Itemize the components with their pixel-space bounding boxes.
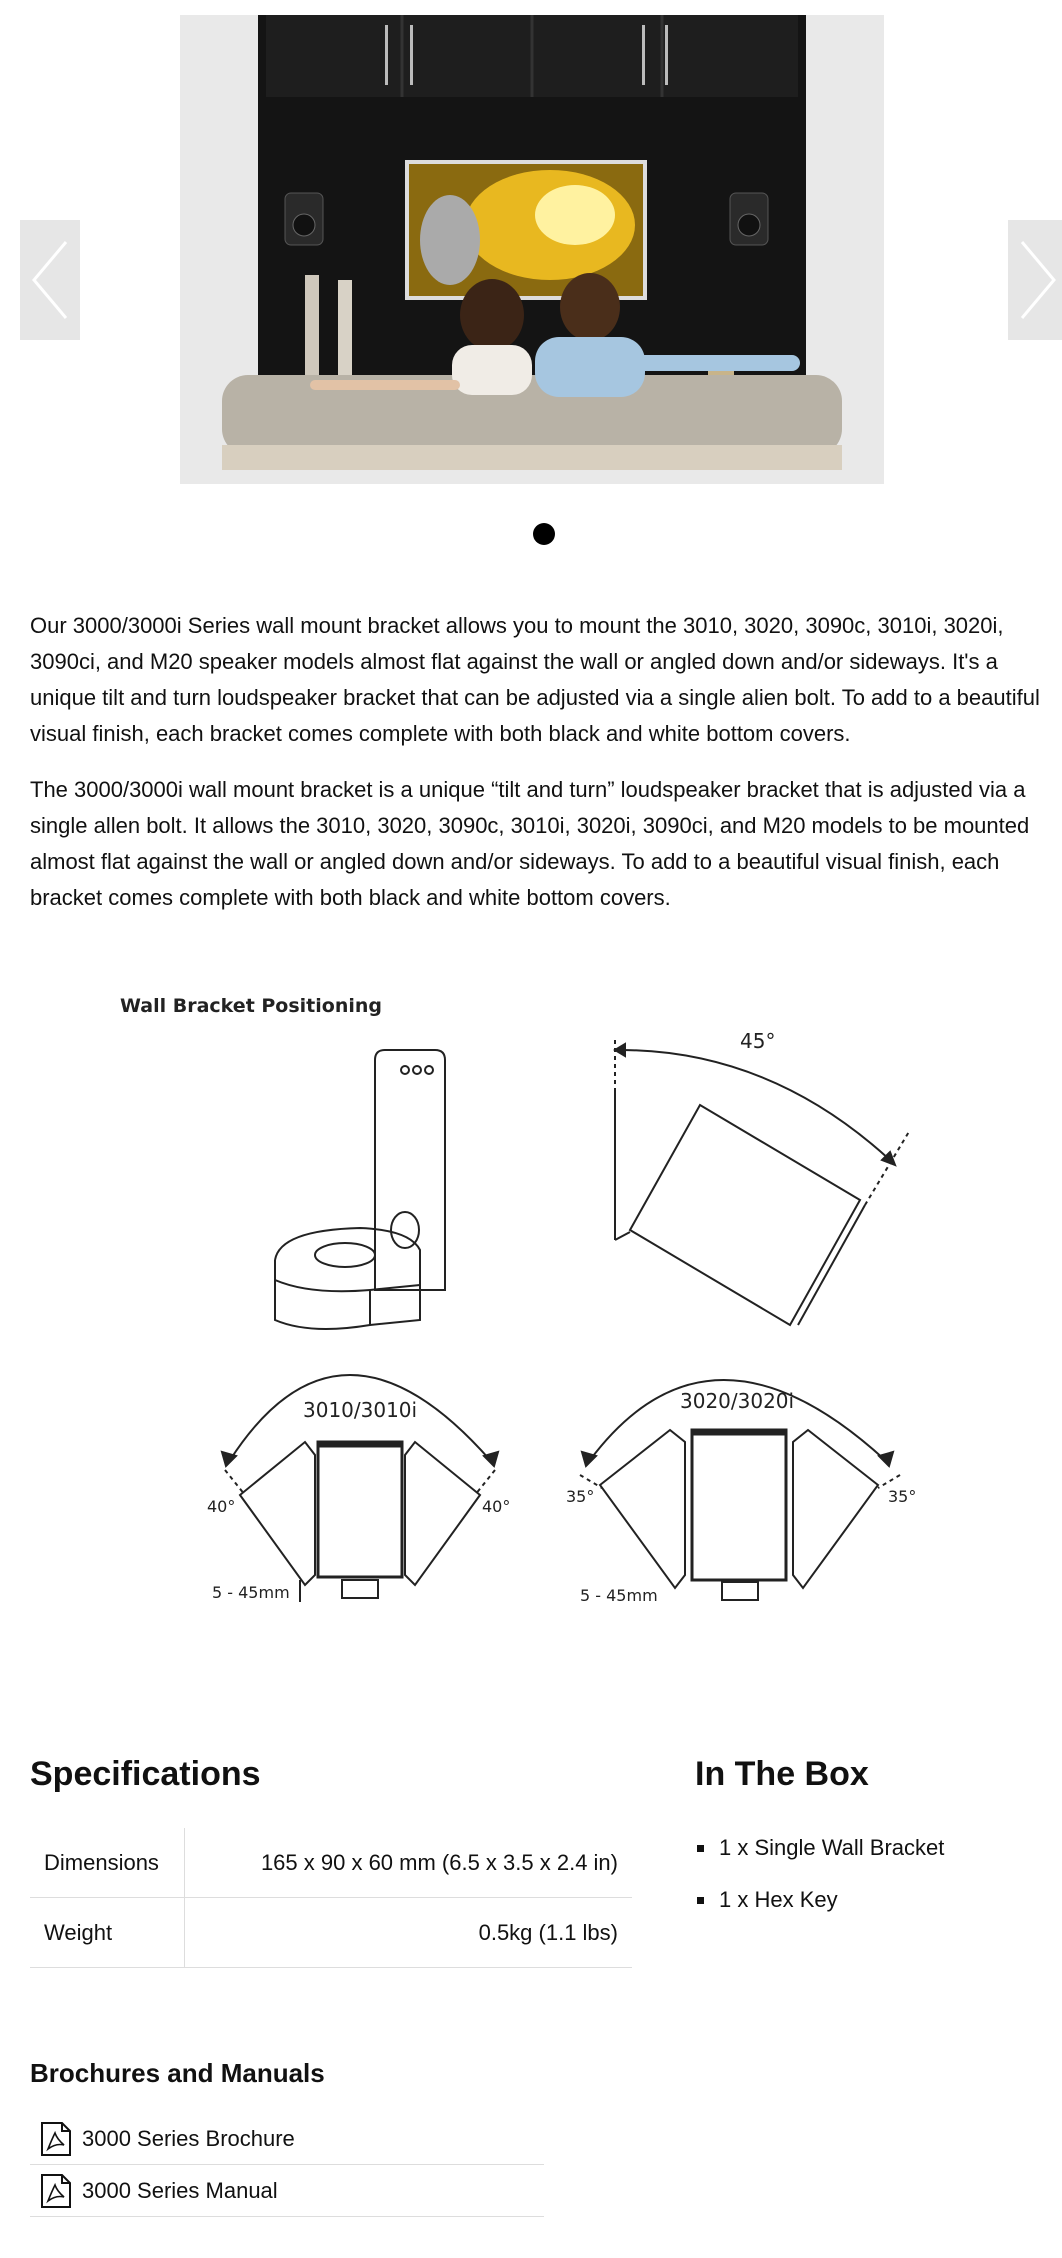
spec-value-dimensions: 165 x 90 x 60 mm (6.5 x 3.5 x 2.4 in) (185, 1828, 633, 1898)
manual-link-manual[interactable] (30, 2165, 544, 2217)
carousel-slide-home-theater-photo (180, 15, 884, 484)
brochures-manuals-heading: Brochures and Manuals (30, 2058, 325, 2088)
chevron-right-icon (1018, 238, 1058, 322)
manuals-list (30, 2113, 544, 2217)
carousel-next-button[interactable] (1008, 220, 1062, 340)
table-row (30, 1898, 632, 1968)
swivel-diagram-3020 (580, 1380, 900, 1600)
image-carousel (0, 0, 1062, 560)
table-row (30, 1828, 632, 1898)
spec-value-weight: 0.5kg (1.1 lbs) (185, 1898, 633, 1968)
in-the-box-heading: In The Box (695, 1755, 869, 1793)
spec-label-dimensions: Dimensions (30, 1828, 185, 1898)
angle-label-right-b: 35° (888, 1487, 917, 1506)
bracket-sketch (275, 1050, 445, 1329)
specifications-heading: Specifications (30, 1755, 261, 1793)
chevron-left-icon (30, 238, 70, 322)
carousel-dot-active[interactable] (533, 523, 555, 545)
model-label-3020: 3020/3020i (680, 1389, 795, 1413)
list-item: 1 x Single Wall Bracket (695, 1833, 944, 1885)
manual-link-label[interactable]: 3000 Series Manual (82, 2177, 278, 2203)
angle-label-right-a: 35° (566, 1487, 595, 1506)
tilt-angle-label: 45° (740, 1029, 776, 1053)
wall-bracket-positioning-diagram (110, 990, 940, 1630)
depth-label-left: 5 - 45mm (212, 1583, 290, 1602)
model-label-3010: 3010/3010i (303, 1398, 418, 1422)
tilt-diagram (615, 1040, 910, 1325)
carousel-prev-button[interactable] (20, 220, 80, 340)
description-paragraph-1: Our 3000/3000i Series wall mount bracket allows you to mount the 3010, 3020, 3090c, 3010i, 3020i, 3090ci, and M20 speaker models almost flat against the wall or angled down and/or sideways. It's a unique tilt and turn loudspeaker bracket that can be adjusted via a single alien bolt. To add to a beautiful visual finish, each bracket comes complete with both black and white bottom covers. (30, 613, 1040, 746)
specifications-table (30, 1828, 632, 1968)
pdf-icon (38, 2173, 74, 2209)
spec-label-weight: Weight (30, 1898, 185, 1968)
list-item: 1 x Hex Key (695, 1885, 944, 1937)
angle-label-left-a: 40° (207, 1497, 236, 1516)
description-paragraph-2: The 3000/3000i wall mount bracket is a unique “tilt and turn” loudspeaker bracket that is adjusted via a single allen bolt. It allows the 3010, 3020, 3090c, 3010i, 3020i, 3090ci, and M20 models to be mounted almost flat against the wall or angled down and/or sideways. To add to a beautiful visual finish, each bracket comes complete with both black and white bottom covers. (30, 777, 1030, 910)
product-description (30, 608, 1060, 936)
home-theater-photo (180, 15, 884, 484)
diagram-title: Wall Bracket Positioning (120, 995, 383, 1017)
in-the-box-list (695, 1833, 944, 1937)
manual-link-label[interactable]: 3000 Series Brochure (82, 2125, 295, 2151)
depth-label-right: 5 - 45mm (580, 1586, 658, 1605)
angle-label-left-b: 40° (482, 1497, 511, 1516)
manual-link-brochure[interactable] (30, 2113, 544, 2165)
pdf-icon (38, 2121, 74, 2157)
